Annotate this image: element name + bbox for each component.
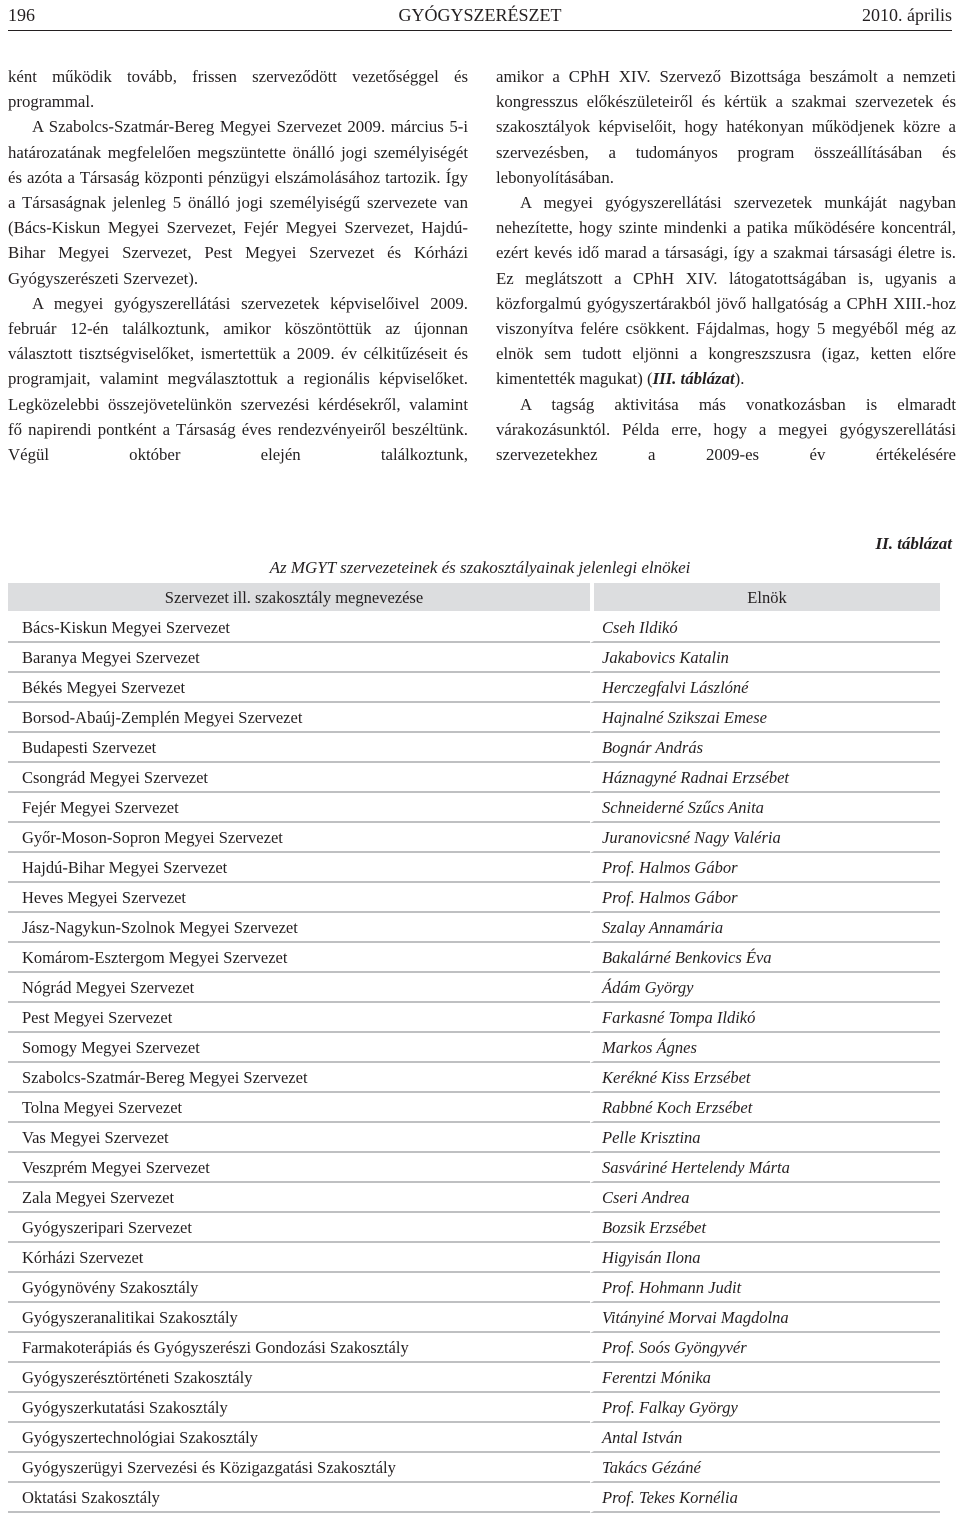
president-cell: Jakabovics Katalin [590,643,940,673]
president-cell: Ferentzi Mónika [590,1363,940,1393]
table-label: II. táblázat [875,534,952,553]
president-cell: Háznagyné Radnai Erzsébet [590,763,940,793]
column-header-president: Elnök [590,583,940,613]
table-reference: III. táblázat [652,369,735,389]
presidents-table [8,583,940,1513]
president-cell: Pelle Krisztina [590,1123,940,1153]
table-row [8,1363,940,1393]
table-row [8,1303,940,1333]
table-row [8,853,940,883]
table-row [8,1003,940,1033]
table-row [8,973,940,1003]
organization-cell: Jász-Nagykun-Szolnok Megyei Szervezet [8,913,590,943]
organization-cell: Somogy Megyei Szervezet [8,1033,590,1063]
president-cell: Schneiderné Szűcs Anita [590,793,940,823]
organization-cell: Oktatási Szakosztály [8,1483,590,1513]
organization-cell: Vas Megyei Szervezet [8,1123,590,1153]
organization-cell: Csongrád Megyei Szervezet [8,763,590,793]
organization-cell: Komárom-Esztergom Megyei Szervezet [8,943,590,973]
paragraph: amikor a CPhH XIV. Szervező Bizottsága beszámolt a nemzeti kongresszus előkészületeiről és kértük a szakmai szervezetek és szakosztályok képviselőit, hogy hatékonyan működjenek közre a szervezésben, a tudományos program összeállításában és lebonyolításában. [496,67,956,187]
organization-cell: Gyógyszeripari Szervezet [8,1213,590,1243]
organization-cell: Gyógynövény Szakosztály [8,1273,590,1303]
right-text-column [496,64,956,467]
journal-title: GYÓGYSZERÉSZET [398,5,562,25]
organization-cell: Fejér Megyei Szervezet [8,793,590,823]
president-cell: Szalay Annamária [590,913,940,943]
organization-cell: Nógrád Megyei Szervezet [8,973,590,1003]
president-cell: Rabbné Koch Erzsébet [590,1093,940,1123]
paragraph: A Szabolcs-Szatmár-Bereg Megyei Szervezet 2009. március 5-i határozatának megfelelően megszüntette önálló jogi személyiségét és azóta a Társaság központi pénzügyi elszámolásához tartozik. Így a Társaságnak jelenleg 5 önálló jogi személyiségű szervezete van (Bács-Kiskun Megyei Szervezet, Fejér Megyei Szervezet, Hajdú-Bihar Megyei Szervezet, Pest Megyei Szervezet és Kórházi Gyógyszerészeti Szervezet). [8,117,468,288]
table-row [8,1393,940,1423]
paragraph-text: A megyei gyógyszerellátási szervezetek munkáját nagyban nehezítette, hogy szinte mindenki a patika működésére koncentrál, ezért kevés idő marad a társasági, így a szakmai társasági életre is. Ez meglátszott a CPhH XIV. látogatottságában is, ugyanis a közforgalmú gyógyszertárakból jövő hallgatóság a CPhH XIII.-hoz viszonyítva felére csökkent. Fájdalmas, hogy 5 megyéből még az elnök sem tudott eljönni a kongreszszusra (igaz, ketten előre kimentették magukat) ( [496,193,956,389]
paragraph: ként működik tovább, frissen szerveződött vezetőséggel és programmal. [8,67,468,112]
table-row [8,1243,940,1273]
president-cell: Cseh Ildikó [590,613,940,643]
page-header [8,0,952,30]
table-row [8,1333,940,1363]
table-row [8,1033,940,1063]
page-number: 196 [8,5,35,25]
president-cell: Herczegfalvi Lászlóné [590,673,940,703]
president-cell: Cseri Andrea [590,1183,940,1213]
organization-cell: Borsod-Abaúj-Zemplén Megyei Szervezet [8,703,590,733]
organization-cell: Gyógyszerésztörténeti Szakosztály [8,1363,590,1393]
table-row [8,763,940,793]
table-row [8,733,940,763]
organization-cell: Veszprém Megyei Szervezet [8,1153,590,1183]
organization-cell: Békés Megyei Szervezet [8,673,590,703]
table-row [8,823,940,853]
table-row [8,1153,940,1183]
organization-cell: Zala Megyei Szervezet [8,1183,590,1213]
organization-cell: Farmakoterápiás és Gyógyszerészi Gondozási Szakosztály [8,1333,590,1363]
table-caption: Az MGYT szervezeteinek és szakosztályainak jelenlegi elnökei [269,558,691,577]
table-row [8,1213,940,1243]
president-cell: Hajnalné Szikszai Emese [590,703,940,733]
table-row [8,673,940,703]
table-row [8,643,940,673]
organization-cell: Kórházi Szervezet [8,1243,590,1273]
organization-cell: Pest Megyei Szervezet [8,1003,590,1033]
table-row [8,1183,940,1213]
table-row [8,1123,940,1153]
president-cell: Juranovicsné Nagy Valéria [590,823,940,853]
table-row [8,1423,940,1453]
president-cell: Prof. Halmos Gábor [590,853,940,883]
paragraph [496,190,956,392]
paragraph: A megyei gyógyszerellátási szervezetek képviselőivel 2009. február 12-én találkoztunk, amikor köszöntöttük az újonnan választott tisztségviselőket, ismertettük a 2009. év célkitűzéseit és programjait, valamint megválasztottuk a regionális képviselőket. Legközelebbi összejövetelünkön szervezési kérdésekről, valamint fő napirendi pontként a Társaság éves rendezvényeiről beszéltünk. Végül október elején találkoztunk, [8,293,468,465]
table-row [8,1063,940,1093]
issue-date: 2010. április [862,5,952,25]
organization-cell: Bács-Kiskun Megyei Szervezet [8,613,590,643]
header-divider [8,30,952,31]
president-cell: Prof. Falkay György [590,1393,940,1423]
paragraph: A tagság aktivitása más vonatkozásban is elmaradt várakozásunktól. Példa erre, hogy a megyei gyógyszerellátási szervezetekhez a 2009-es év értékelésére [496,394,956,465]
organization-cell: Szabolcs-Szatmár-Bereg Megyei Szervezet [8,1063,590,1093]
organization-cell: Baranya Megyei Szervezet [8,643,590,673]
table-header-row [8,583,940,613]
organization-cell: Budapesti Szervezet [8,733,590,763]
president-cell: Kerékné Kiss Erzsébet [590,1063,940,1093]
table-body [8,613,940,1513]
organization-cell: Gyógyszeranalitikai Szakosztály [8,1303,590,1333]
president-cell: Bakalárné Benkovics Éva [590,943,940,973]
table-row [8,1483,940,1513]
president-cell: Takács Gézáné [590,1453,940,1483]
president-cell: Prof. Tekes Kornélia [590,1483,940,1513]
table-row [8,883,940,913]
column-header-organization: Szervezet ill. szakosztály megnevezése [8,583,590,613]
organization-cell: Heves Megyei Szervezet [8,883,590,913]
president-cell: Bognár András [590,733,940,763]
organization-cell: Tolna Megyei Szervezet [8,1093,590,1123]
president-cell: Vitányiné Morvai Magdolna [590,1303,940,1333]
president-cell: Prof. Halmos Gábor [590,883,940,913]
president-cell: Antal István [590,1423,940,1453]
table-row [8,613,940,643]
president-cell: Bozsik Erzsébet [590,1213,940,1243]
organization-cell: Gyógyszerügyi Szervezési és Közigazgatási Szakosztály [8,1453,590,1483]
table-row [8,1273,940,1303]
president-cell: Markos Ágnes [590,1033,940,1063]
paragraph-text-end: ). [734,369,745,389]
president-cell: Prof. Soós Gyöngyvér [590,1333,940,1363]
table-row [8,1093,940,1123]
table-row [8,913,940,943]
president-cell: Ádám György [590,973,940,1003]
president-cell: Higyisán Ilona [590,1243,940,1273]
organization-cell: Győr-Moson-Sopron Megyei Szervezet [8,823,590,853]
president-cell: Farkasné Tompa Ildikó [590,1003,940,1033]
organization-cell: Hajdú-Bihar Megyei Szervezet [8,853,590,883]
table-row [8,943,940,973]
table-row [8,1453,940,1483]
table-row [8,793,940,823]
organization-cell: Gyógyszertechnológiai Szakosztály [8,1423,590,1453]
left-text-column [8,64,468,467]
table-row [8,703,940,733]
president-cell: Sasváriné Hertelendy Márta [590,1153,940,1183]
president-cell: Prof. Hohmann Judit [590,1273,940,1303]
organization-cell: Gyógyszerkutatási Szakosztály [8,1393,590,1423]
